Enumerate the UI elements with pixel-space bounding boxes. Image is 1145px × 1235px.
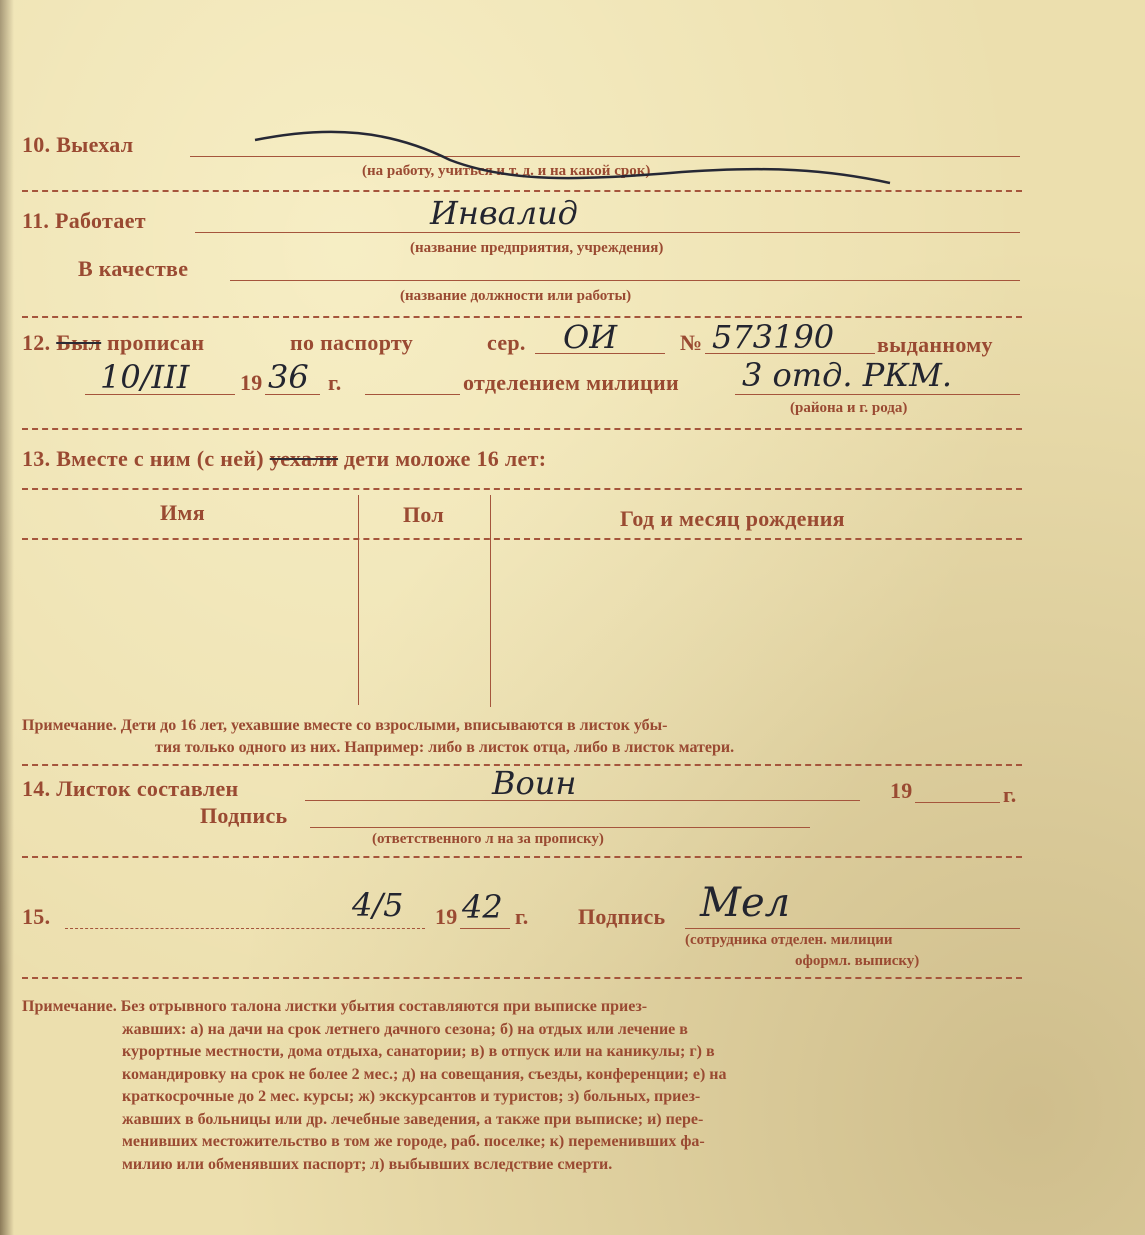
table-top-rule [22,488,1022,490]
note-2 [22,996,727,1176]
signature-label-15: Подпись [578,904,666,929]
item-13-text-b: дети моложе 16 лет: [343,446,547,471]
series-label: сер. [487,330,526,355]
note-2-line: жавших: а) на дачи на срок летнего дачного сезона; б) на отдых или лечение в [122,1020,688,1038]
workplace-hint: (название предприятия, учреждения) [410,240,664,256]
table-divider [490,495,491,707]
signature-hint-15-line-1: (сотрудника отделен. милиции [685,932,893,948]
signature-hint-15-line-2: оформл. выписку) [795,953,920,969]
crossout-stroke [250,125,900,195]
place-line [305,800,860,801]
by-passport-text: по паспорту [290,330,414,355]
item-10-label: 10. Выехал [22,132,134,157]
note-2-line: командировку на срок не более 2 мес.; д) на совещания, съезды, конференции; е) на [122,1065,727,1083]
item-11-label: 11. Работает [22,208,146,233]
section-divider [22,428,1022,430]
year-suffix-15: г. [515,904,529,929]
item-13-text-a: 13. Вместе с ним (с ней) [22,446,264,471]
section-divider [22,977,1022,979]
signature-label-14: Подпись [200,803,288,828]
series-handwritten: ОИ [563,318,618,356]
col-header-name: Имя [160,500,205,525]
year-suffix: г. [328,370,342,395]
item-12-num: 12. [22,330,51,355]
section-divider [22,316,1022,318]
col-header-birth: Год и месяц рождения [620,506,845,531]
issue-date-handwritten: 10/III [100,358,190,396]
note-2-line: жавших в больницы или др. лечебные заведения, а также при выписке; и) пере- [122,1110,704,1128]
year-line-15 [460,928,510,929]
item-14-label: 14. Листок составлен [22,776,239,801]
year-prefix: 19 [240,370,263,395]
number-handwritten: 573190 [712,318,835,356]
position-line [230,280,1020,281]
issued-text: выданному [877,332,993,357]
number-label: № [680,330,703,355]
item-10-hint: (на работу, учиться и т. д. и на какой срок) [362,163,651,179]
date-line-15 [65,928,425,929]
table-header-rule [22,538,1022,540]
police-text: отделением милиции [463,370,679,395]
signature-hint-14: (ответственного л на за прописку) [372,831,604,847]
year-line-14 [915,802,1000,803]
signature-line-15 [685,928,1020,929]
year-suffix-14: г. [1003,782,1017,807]
blank-line [365,394,460,395]
item-11-line [195,232,1020,233]
table-divider [358,495,359,705]
dept-line [735,394,1020,395]
note-2-line: краткосрочные до 2 мес. курсы; ж) экскурсантов и туристов; з) больных, приез- [122,1088,701,1105]
year-prefix-15: 19 [435,904,458,929]
place-handwritten: Воин [492,764,577,802]
position-hint: (название должности или работы) [400,288,632,304]
item-12-text: прописан [107,330,205,355]
dept-handwritten: 3 отд. РКМ. [742,356,952,394]
col-header-sex: Пол [403,502,445,527]
item-13-struck-word: уехали [269,446,339,471]
section-divider [22,190,1022,192]
position-label: В качестве [78,256,189,281]
note-2-line: милию или обменявших паспорт; л) выбывших вследствие смерти. [122,1155,613,1173]
note-2-line: менивших местожительство в том же городе, раб. поселке; к) переменивших фа- [122,1133,705,1150]
date-handwritten-15: 4/5 [352,886,404,924]
note-2-line: курортные местности, дома отдыха, санатории; в) в отпуск или на каникулы; г) в [122,1043,715,1060]
year-handwritten: 36 [268,358,309,396]
workplace-handwritten: Инвалид [430,194,578,232]
section-divider [22,856,1022,858]
year-prefix-14: 19 [890,778,913,803]
note-2-line: Примечание. Без отрывного талона листки убытия составляются при выписке приез- [22,998,648,1015]
note-1-line-2: тия только одного из них. Например: либо в листок отца, либо в листок матери. [155,739,735,756]
item-13-label [22,446,546,472]
signature-line-14 [310,827,810,828]
dept-hint: (района и г. рода) [790,400,908,416]
item-15-label: 15. [22,904,51,929]
item-12-label [22,330,204,356]
signature-handwritten: Мел [700,880,791,926]
note-1-line-1: Примечание. Дети до 16 лет, уехавшие вместе со взрослыми, вписываются в листок убы- [22,717,668,734]
item-12-struck-word: Был [56,330,102,355]
year-handwritten-15: 42 [462,888,503,926]
